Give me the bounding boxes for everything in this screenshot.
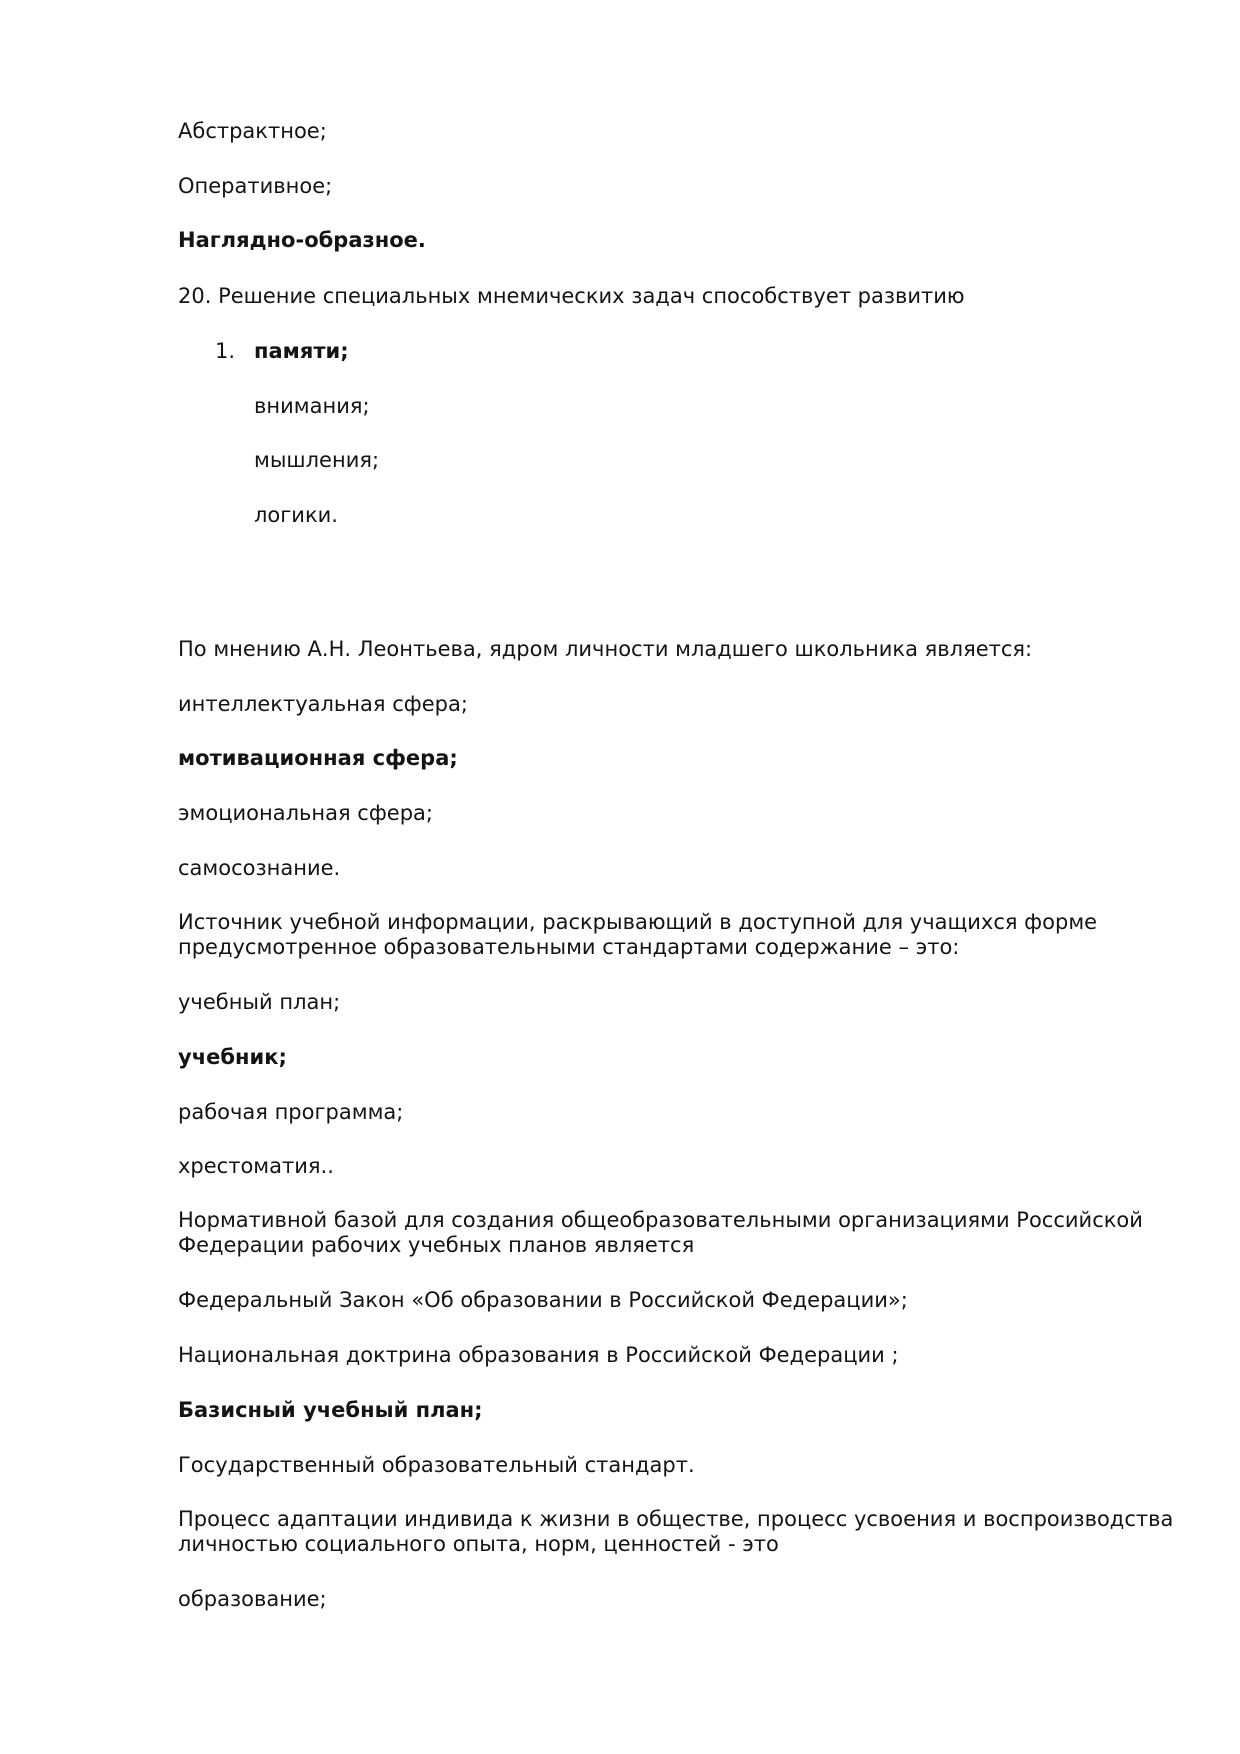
option-logic: логики. [254,503,338,527]
question-adapt-line-2: личностью социального опыта, норм, ценностей - это [178,1532,779,1556]
option-federal-law: Федеральный Закон «Об образовании в Российской Федерации»; [178,1288,908,1312]
option-abstract: Абстрактное; [178,119,327,143]
option-emotional-sphere: эмоциональная сфера; [178,801,434,825]
question-norm-line-1: Нормативной базой для создания общеобразовательными организациями Российской [178,1208,1143,1232]
question-source-line-1: Источник учебной информации, раскрывающий в доступной для учащихся форме [178,910,1098,934]
option-national-doctrine: Национальная доктрина образования в Российской Федерации ; [178,1343,899,1367]
option-memory-correct: памяти; [254,339,349,363]
option-motivational-sphere-correct: мотивационная сфера; [178,746,458,770]
question-adapt-line-1: Процесс адаптации индивида к жизни в обществе, процесс усвоения и воспроизводства [178,1507,1174,1531]
option-basic-curriculum-correct: Базисный учебный план; [178,1398,483,1422]
option-state-standard: Государственный образовательный стандарт. [178,1453,695,1477]
option-operative: Оперативное; [178,174,333,198]
option-curriculum: учебный план; [178,990,341,1014]
option-work-program: рабочая программа; [178,1100,404,1124]
option-thinking: мышления; [254,448,380,472]
option-visual-figurative-correct: Наглядно-образное. [178,228,426,252]
option-intellectual-sphere: интеллектуальная сфера; [178,692,468,716]
option-self-awareness: самосознание. [178,856,341,880]
option-attention: внимания; [254,394,370,418]
option-education: образование; [178,1587,327,1611]
list-number-1: 1. [215,339,236,363]
question-20: 20. Решение специальных мнемических задач способствует развитию [178,284,965,308]
option-reader: хрестоматия.. [178,1154,334,1178]
question-source-line-2: предусмотренное образовательными стандартами содержание – это: [178,935,960,959]
option-textbook-correct: учебник; [178,1045,287,1069]
question-norm-line-2: Федерации рабочих учебных планов является [178,1233,695,1257]
question-leontiev: По мнению А.Н. Леонтьева, ядром личности младшего школьника является: [178,637,1033,661]
